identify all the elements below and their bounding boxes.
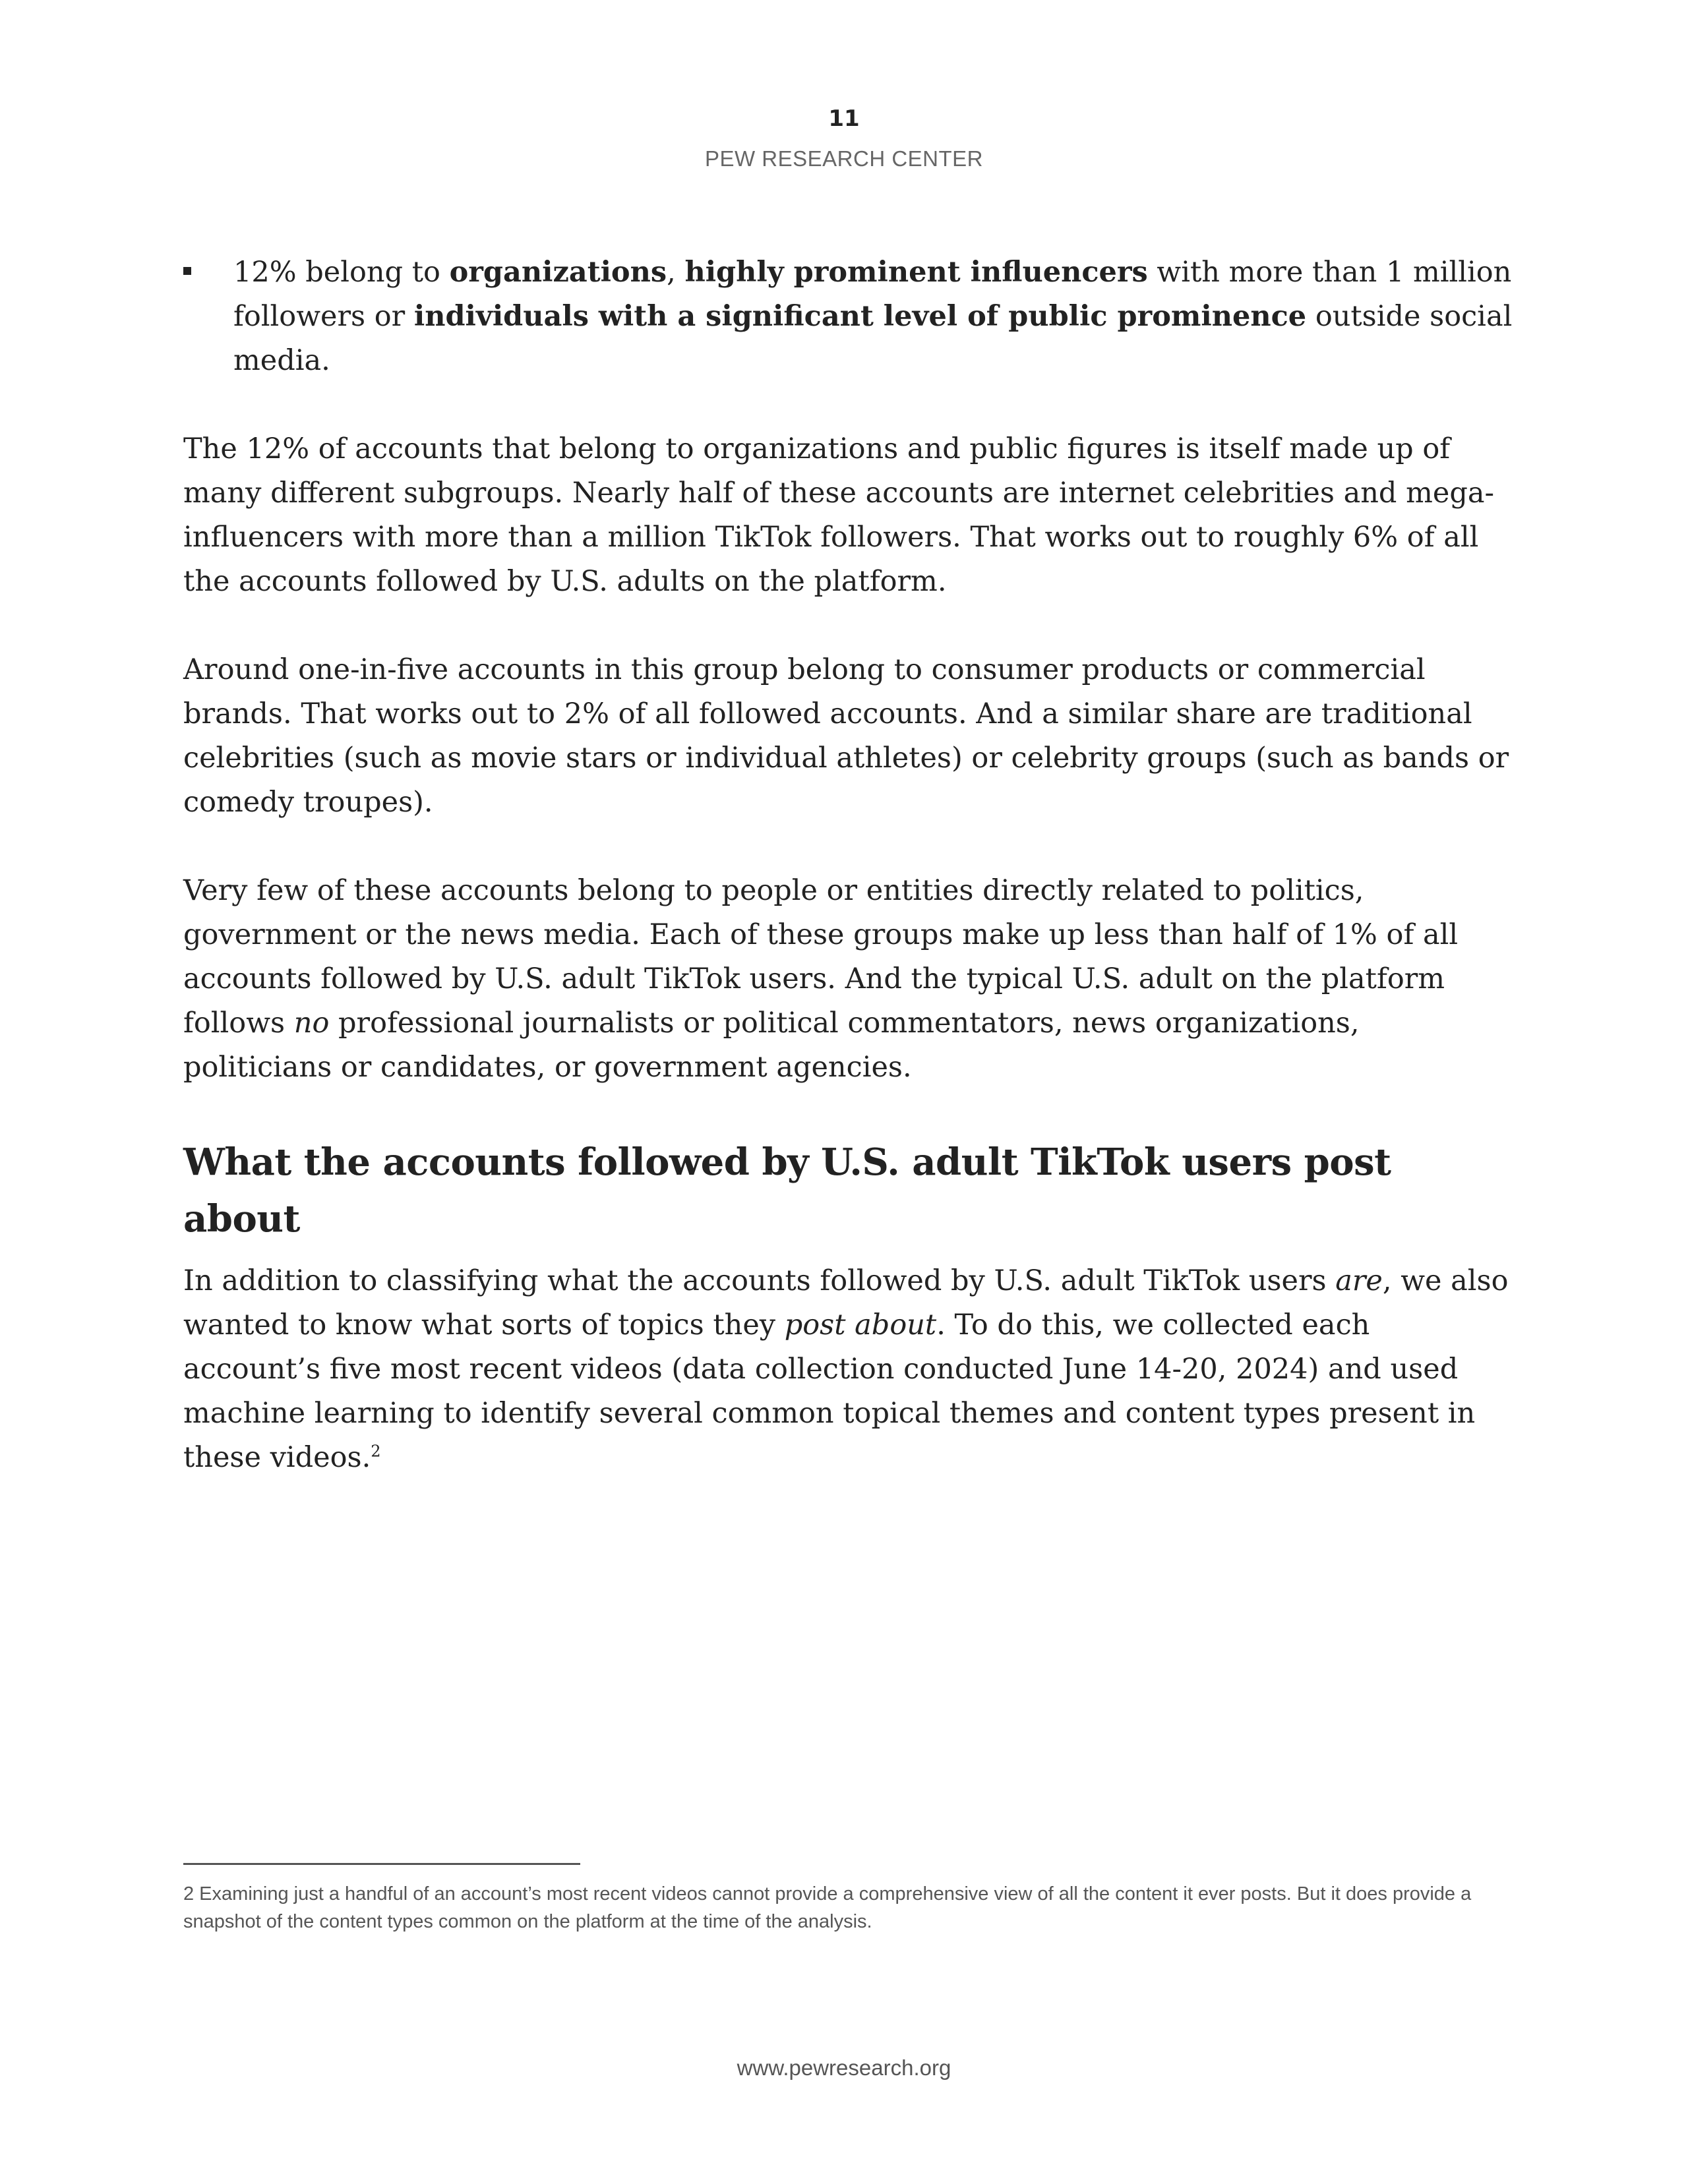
bold-organizations: organizations xyxy=(449,256,667,289)
footnote: 2 Examining just a handful of an account’s most recent videos cannot provide a comprehensive view of all the content it ever posts. But it does provide a snapshot of the content types common on the platform at the time of the analysis. xyxy=(183,1883,1472,1932)
paragraph-topics: In addition to classifying what the accounts followed by U.S. adult TikTok users are, we also wanted to know what sorts of topics they post about. To do this, we collected each account’s five most recent videos (data collection conducted June 14-20, 2024) and used machine learning to identify several common topical themes and content types present in these videos.$^2$ xyxy=(183,1264,1509,1474)
footer-url[interactable]: www.pewresearch.org xyxy=(737,2055,951,2080)
footnote-divider xyxy=(183,1863,580,1865)
paragraph-subgroups: The 12% of accounts that belong to organizations and public figures is itself made up of many different subgroups. Nearly half of these accounts are internet celebrities and mega-influencers with more than a million TikTok followers. That works out to roughly 6% of all the accounts followed by U.S. adults on the platform. xyxy=(183,432,1495,598)
section-heading: What the accounts followed by U.S. adult TikTok users post about xyxy=(183,1140,1391,1241)
bold-influencers: highly prominent influencers xyxy=(684,256,1148,289)
bullet-item xyxy=(183,251,1515,383)
main-content xyxy=(183,251,1515,1524)
square-bullet-icon xyxy=(183,267,191,275)
bullet-text: 12% belong to organizations, highly prominent influencers with more than 1 million followers or individuals with a significant level of public prominence outside social media. xyxy=(233,256,1513,377)
italic-no: no xyxy=(293,1007,330,1040)
footnote-reference[interactable]: 2 xyxy=(371,1442,381,1461)
paragraph-brands: Around one-in-five accounts in this group belong to consumer products or commercial brands. That works out to 2% of all followed accounts. And a similar share are traditional celebrities (such as movie stars or individual athletes) or celebrity groups (such as bands or comedy troupes). xyxy=(183,653,1509,819)
bullet-list xyxy=(183,251,1515,383)
italic-are: are xyxy=(1335,1264,1383,1297)
org-header: PEW RESEARCH CENTER xyxy=(704,146,984,171)
paragraph-politics: Very few of these accounts belong to people or entities directly related to politics, government or the news media. Each of these groups make up less than half of 1% of all accounts followed by U.S. adult TikTok users. And the typical U.S. adult on the platform follows no professional journalists or political commentators, news organizations, politicians or candidates, or government agencies. xyxy=(183,874,1459,1084)
italic-post-about: post about xyxy=(784,1309,937,1342)
bold-public-prominence: individuals with a significant level of public prominence xyxy=(413,300,1307,333)
page-number: 11 xyxy=(828,105,860,132)
